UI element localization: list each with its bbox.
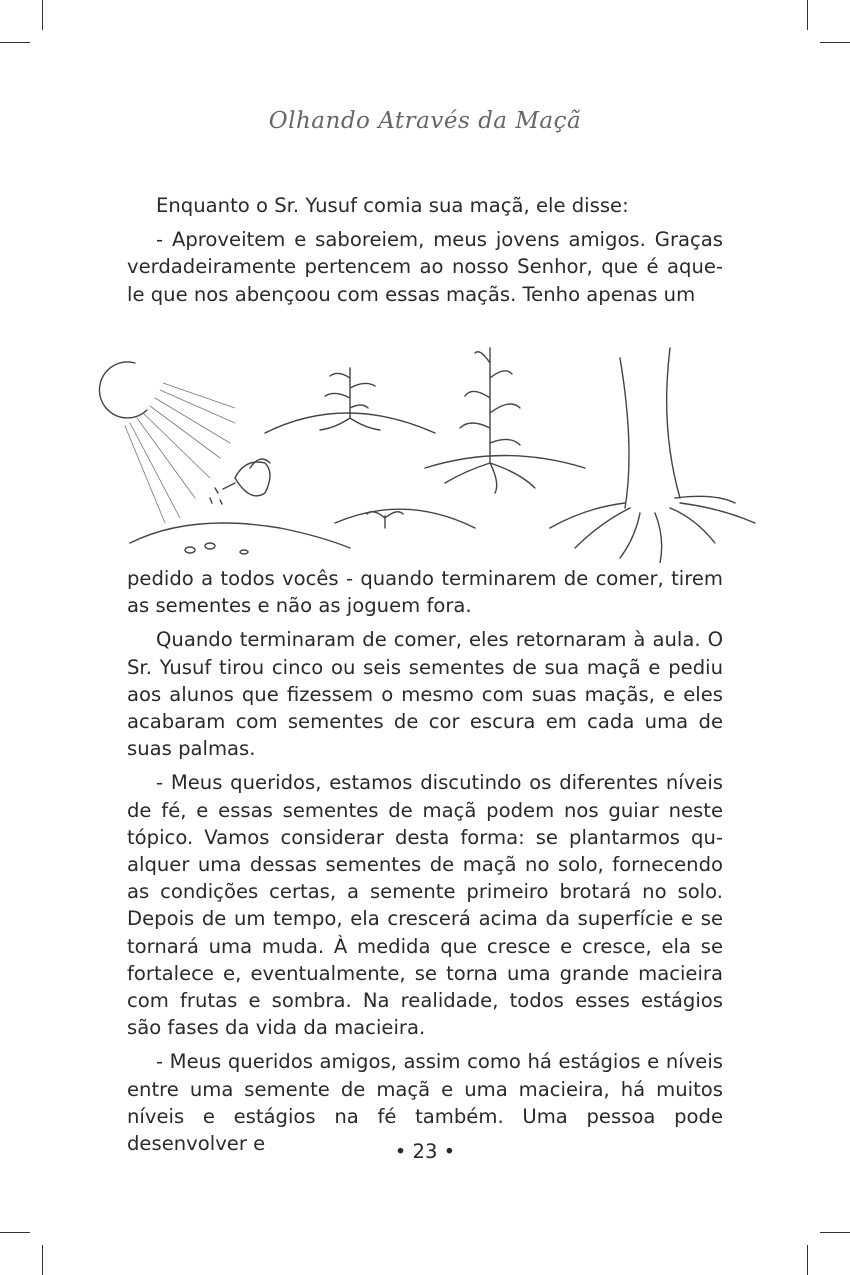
crop-mark — [807, 1245, 808, 1275]
paragraph: - Meus queridos, estamos discutindo os diferentes níveis de fé, e essas sementes de maçã podem nos guiar neste tópico. Vamos considerar desta forma: se plantarmos qu-alquer uma dessas sementes de maçã no solo, fornecendo as condições certas, a semente primeiro brotará no solo. Depois de um tempo, ela crescerá acima da superfície e se tornará uma muda. À medida que cresce e cresce, ela se fortalece e, eventualmente, se torna uma grande macieira com frutas e sombra. Na realidade, todos esses estágios são fases da vida da macieira. — [127, 771, 723, 1040]
crop-mark — [0, 42, 30, 43]
body-text-top — [127, 192, 723, 315]
crop-mark — [807, 0, 808, 30]
crop-mark — [0, 1232, 30, 1233]
running-title: Olhando Através da Maçã — [268, 108, 582, 134]
crop-mark — [42, 0, 43, 30]
body-text-bottom — [127, 565, 723, 1164]
apple-tree-growth-stages-drawing — [95, 318, 765, 563]
paragraph: - Aproveitem e saboreiem, meus jovens amigos. Graças verdadeiramente pertencem ao nosso Senhor, que é aque-le que nos abençoou com essas maçãs. Tenho apenas um — [127, 228, 723, 306]
crop-mark — [820, 1232, 850, 1233]
crop-mark — [820, 42, 850, 43]
paragraph: - Meus queridos amigos, assim como há estágios e níveis entre uma semente de maçã e uma macieira, há muitos níveis e estágios na fé também. Uma pessoa pode desenvolver e — [127, 1050, 723, 1156]
paragraph: Quando terminaram de comer, eles retornaram à aula. O Sr. Yusuf tirou cinco ou seis sementes de sua maçã e pediu aos alunos que fizessem o mesmo com suas maçãs, e eles acabaram com sementes de cor escura em cada uma de suas palmas. — [127, 628, 723, 761]
crop-mark — [42, 1245, 43, 1275]
page-number: • 23 • — [394, 1140, 456, 1163]
paragraph: pedido a todos vocês - quando terminarem de comer, tirem as sementes e não as joguem fora. — [127, 567, 723, 618]
watering-can-icon — [210, 459, 270, 504]
sun-icon — [99, 362, 147, 418]
sun-rays — [125, 383, 235, 523]
paragraph: Enquanto o Sr. Yusuf comia sua maçã, ele disse: — [156, 194, 629, 217]
